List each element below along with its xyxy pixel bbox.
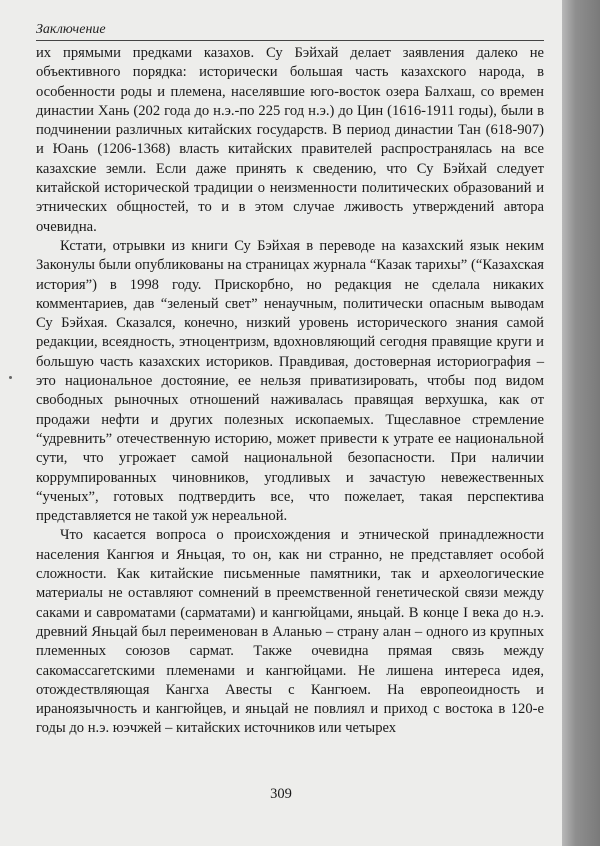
paragraph-1: их прямыми предками казахов. Су Бэйхай делает заявления далеко не объективного порядка: исторически большая часть казахского народа, в особенности роды и племена, населявшие юго-восток озера Балхаш, со времен династии Хань (202 года до н.э.-по 225 год н.э.) до Цин (1616-1911 годы), были в подчинении различных китайских государств. В период династии Тан (618-907) и Юань (1206-1368) власть китайских правителей распространялась на все казахские земли. Если даже принять к сведению, что Су Бэйхай следует китайской исторической традиции о неизменности политических образований и этнических общностей, то и в этом случае лживость утверждений автора очевидна. — [36, 45, 544, 235]
running-header: Заключение — [36, 22, 544, 41]
body-text — [36, 44, 544, 739]
margin-speck — [9, 376, 12, 379]
book-spine-edge — [562, 0, 600, 846]
page-number: 309 — [270, 786, 292, 802]
paragraph-3: Что касается вопроса о происхождения и этнической принадлежности населения Кангюя и Яньцая, то он, как ни странно, не представляет особой сложности. Как китайские письменные памятники, так и археологические материалы не оставляют сомнений в преемственной генетической связи между саками и савроматами (сарматами) и кангюйцами, яньцай. В конце I века до н.э. древний Яньцай был переименован в Аланью – страну алан – одного из крупных племенных союзов сармат. Также очевидна прямая связь между сакомассагетскими племенами и кангюйцами. Не лишена интереса идея, отождествляющая Кангха Авесты с Кангюем. На европеоидность и ираноязычность и кангюйцев, и яньцай не повлиял и приход с востока в 120-е годы до н.э. юэчжей – китайских источников или четырех — [36, 527, 544, 737]
paragraph-2: Кстати, отрывки из книги Су Бэйхая в переводе на казахский язык неким Законулы были опубликованы на страницах журнала “Казак тарихы” (“Казахская история”) в 1998 году. Прискорбно, но редакция не сделала никаких комментариев, дав “зеленый свет” ненаучным, политически опасным выводам Су Бэйхая. Сказался, конечно, низкий уровень исторического знания самой редакции, всеядность, этноцентризм, вдохновляющий сегодня правящие круги и большую часть казахских историков. Правдивая, достоверная историография – это национальное достояние, ее нельзя приватизировать, чтобы под видом свободных рыночных отношений наживалась правящая верхушка, как от продажи нефти и других полезных ископаемых. Тщеславное стремление “удревнить” отечественную историю, может привести к утрате ее национальной сути, что угрожает самой национальной безопасности. При наличии коррумпированных чиновников, угодливых и зачастую невежественных “ученых”, готовых подтвердить все, что пожелает, такая перспектива представляется не такой уж нереальной. — [36, 237, 544, 525]
